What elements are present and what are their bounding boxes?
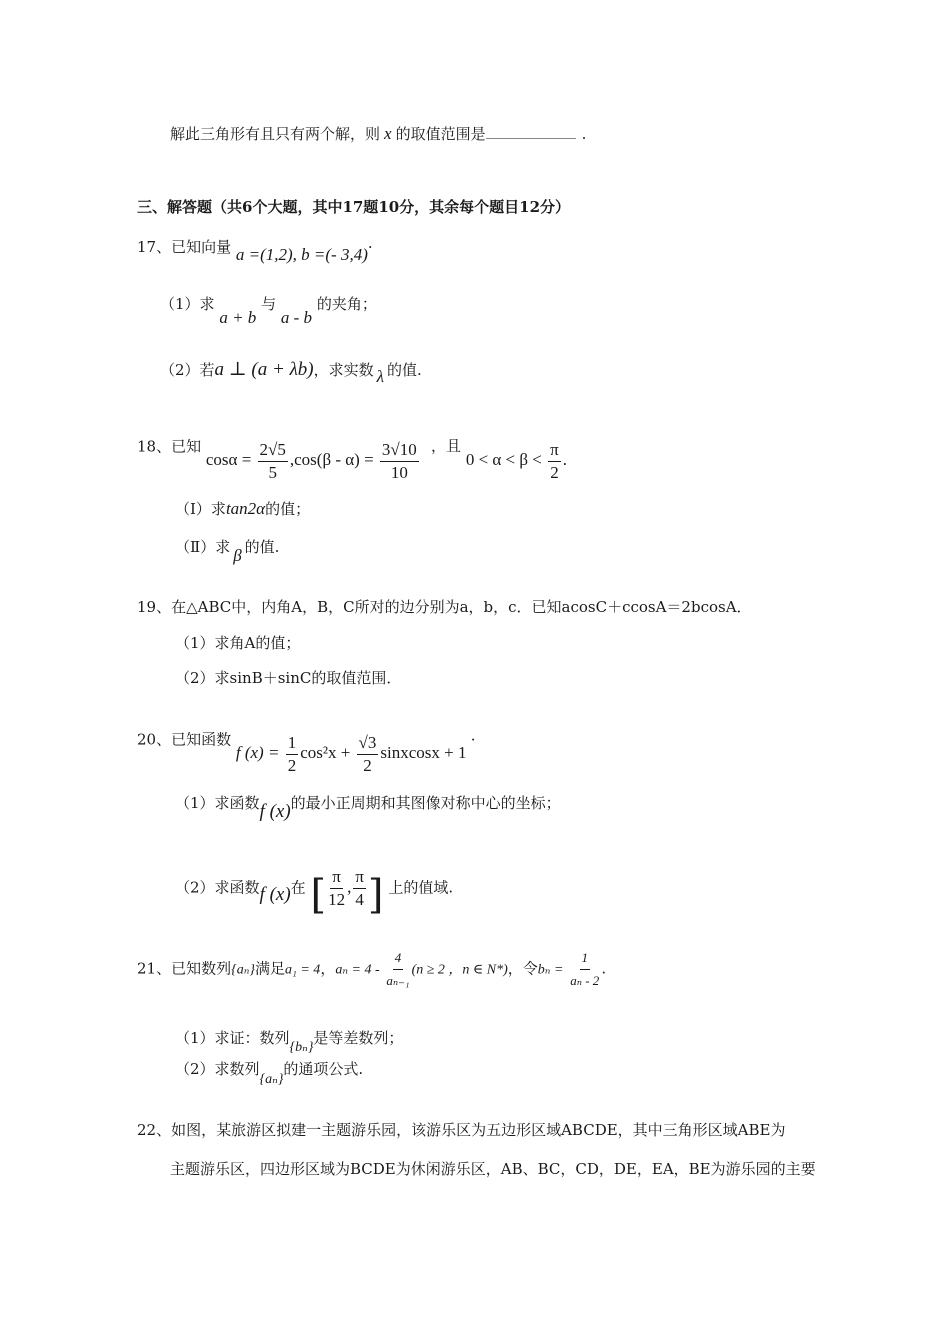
math-var-lambda: λ xyxy=(376,367,385,386)
text: ，且 xyxy=(431,437,462,456)
math-text: 0 < α < β < xyxy=(465,450,542,470)
denominator: 2 xyxy=(363,756,372,775)
question-number: 21、已知数列 xyxy=(137,959,232,978)
question-number: 20、已知函数 xyxy=(137,730,232,749)
question-number: 18、已知 xyxy=(137,437,202,456)
question-20-part-2 xyxy=(175,866,454,918)
bracket-left: [ xyxy=(310,871,327,918)
math-text: cos²x + xyxy=(300,743,351,763)
fraction xyxy=(357,732,379,777)
denominator: 5 xyxy=(268,463,277,482)
text: （2）求函数 xyxy=(175,878,260,897)
text: 的取值范围是 xyxy=(395,125,486,143)
numerator: 1 xyxy=(580,947,591,970)
question-18-part-1 xyxy=(175,498,310,520)
math-expr: a - b xyxy=(280,308,313,327)
text: 的值. xyxy=(387,361,422,379)
math-expr: a₁ = 4 xyxy=(284,962,321,978)
numerator: π xyxy=(330,866,343,889)
question-20 xyxy=(137,718,476,775)
math-expr: {aₙ} xyxy=(259,1072,284,1087)
text: （Ⅱ）求 xyxy=(175,538,231,556)
math-expr: bₙ = xyxy=(537,962,564,978)
text: 的最小正周期和其图像对称中心的坐标； xyxy=(290,794,561,812)
text: （2）若 xyxy=(160,361,215,379)
denominator: 2 xyxy=(550,463,559,482)
numerator: π xyxy=(353,866,366,889)
question-21-part-1 xyxy=(175,1027,404,1055)
text: 解此三角形有且只有两个解，则 xyxy=(170,125,381,143)
math-expr xyxy=(235,733,471,775)
denominator: 10 xyxy=(390,463,408,482)
question-17-part-1 xyxy=(160,293,377,327)
question-17-part-2 xyxy=(160,359,422,386)
question-19: 19、在△ABC中，内角A，B，C所对的边分别为a，b，c．已知acosC＋ccosA＝2bcosA． xyxy=(137,598,752,616)
numerator: 3√10 xyxy=(380,439,419,462)
math-expr xyxy=(205,440,425,482)
fraction xyxy=(353,866,366,911)
math-expr: a + b xyxy=(219,308,257,327)
comma: , xyxy=(347,877,352,897)
text: （1）求函数 xyxy=(175,794,260,812)
math-var-x: x xyxy=(384,124,392,143)
text: ，求实数 xyxy=(313,361,374,379)
text: 与 xyxy=(261,295,277,313)
math-expr: (n ≥ 2 ，n ∈ N*) xyxy=(411,962,508,978)
question-18 xyxy=(137,425,567,482)
question-17 xyxy=(137,236,373,264)
text: ，令 xyxy=(507,959,538,978)
math-expr: {aₙ} xyxy=(231,962,255,978)
text: 的值. xyxy=(244,538,280,556)
text: . xyxy=(581,125,587,143)
question-19-part-2: （2）求sinB＋sinC的取值范围． xyxy=(175,669,402,687)
bracket-right: ] xyxy=(367,871,384,918)
text: 的夹角； xyxy=(316,295,377,313)
math-text: . xyxy=(562,450,567,470)
fraction xyxy=(380,439,419,484)
denominator: 2 xyxy=(287,756,297,775)
text: 的通项公式. xyxy=(283,1060,364,1078)
answer-blank xyxy=(486,124,576,139)
text: ， xyxy=(320,959,336,978)
math-expr xyxy=(465,440,567,482)
numerator: π xyxy=(548,439,561,462)
question-20-part-1 xyxy=(175,792,561,822)
text: （1）求 xyxy=(160,295,215,313)
fraction xyxy=(570,947,599,992)
text: （2）求数列 xyxy=(175,1060,260,1078)
text: 是等差数列； xyxy=(313,1029,404,1047)
text: 上的值域. xyxy=(388,878,454,897)
fraction xyxy=(286,732,299,777)
question-21-part-2 xyxy=(175,1058,364,1087)
text: 在 xyxy=(290,878,306,897)
math-text: sinxcosx + 1 xyxy=(380,743,467,763)
text: · xyxy=(367,238,373,256)
fraction xyxy=(386,947,409,992)
question-22-line-2: 主题游乐区，四边形区域为BCDE为休闲游乐区，AB、BC，CD，DE，EA，BE为游乐园的主要 xyxy=(170,1160,816,1178)
question-22-line-1: 22、如图，某旅游区拟建一主题游乐园，该游乐区为五边形区域ABCDE，其中三角形区域ABE为 xyxy=(137,1121,786,1139)
question-21 xyxy=(137,947,606,992)
denominator: 12 xyxy=(328,890,346,909)
text: . xyxy=(601,959,607,978)
question-number: 17、已知向量 xyxy=(137,238,232,256)
fraction xyxy=(328,866,345,911)
math-text: f (x) = xyxy=(235,743,280,763)
numerator: √3 xyxy=(357,732,379,755)
text-line-range xyxy=(170,123,586,145)
math-expr: f (x) xyxy=(259,883,291,905)
text: （Ⅰ）求 xyxy=(175,500,226,518)
text: （1）求证：数列 xyxy=(175,1029,290,1047)
math-expr: tan2α xyxy=(225,499,266,518)
math-var-beta: β xyxy=(233,546,242,565)
question-19-part-1: （1）求角A的值； xyxy=(175,634,301,652)
text: 满足 xyxy=(254,959,285,978)
math-expr: f (x) xyxy=(259,801,291,822)
numerator: 4 xyxy=(393,947,404,970)
numerator: 1 xyxy=(286,732,299,755)
text: 的值； xyxy=(265,500,311,518)
math-expr: a ⊥ (a + λb) xyxy=(214,359,314,380)
math-expr: a =(1,2), b =(- 3,4) xyxy=(235,245,368,264)
math-expr: aₙ = 4 - xyxy=(335,962,380,978)
denominator: aₙ - 2 xyxy=(570,973,600,988)
math-text: cosα = xyxy=(205,450,252,470)
question-18-part-2 xyxy=(175,536,280,565)
math-expr: {bₙ} xyxy=(289,1040,314,1055)
denominator: aₙ₋₁ xyxy=(386,973,410,988)
math-text: ,cos(β - α) = xyxy=(289,450,374,470)
fraction xyxy=(548,439,561,484)
section-heading: 三、解答题（共6个大题，其中17题10分，其余每个题目12分） xyxy=(137,198,571,216)
numerator: 2√5 xyxy=(258,439,288,462)
text: · xyxy=(470,730,476,749)
fraction xyxy=(258,439,288,484)
denominator: 4 xyxy=(355,890,364,909)
